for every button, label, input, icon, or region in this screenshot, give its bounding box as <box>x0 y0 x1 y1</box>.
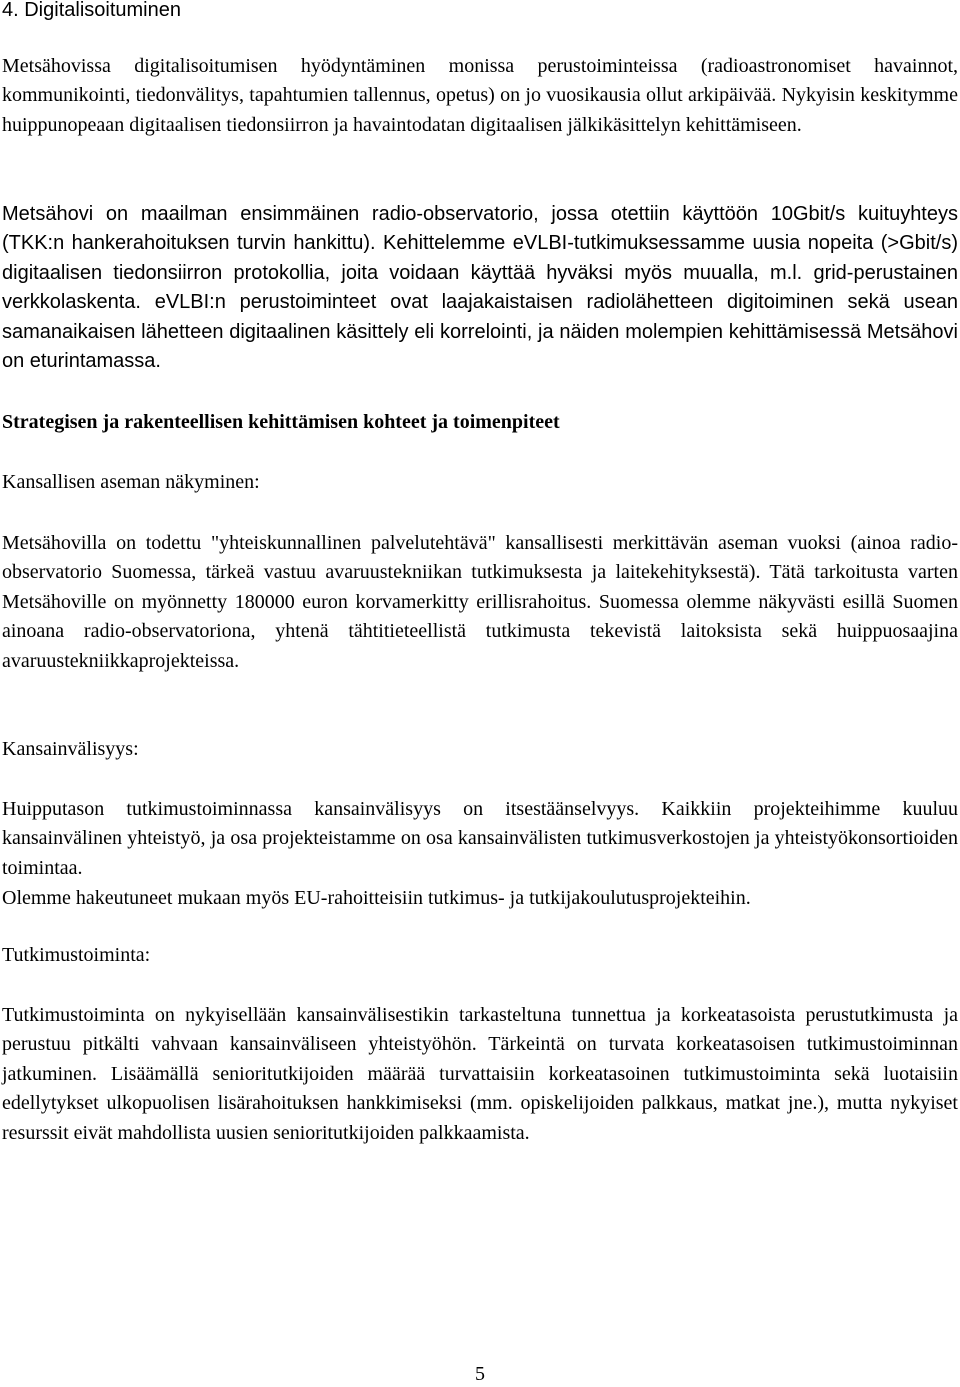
international-paragraph: Huipputason tutkimustoiminnassa kansainvälisyys on itsestäänselvyys. Kaikkiin projekteihimme kuuluu kansainvälinen yhteistyö, ja osa projekteistamme on osa kansainvälisten tutkimusverkostojen ja yhteistyökonsortioiden toimintaa. <box>2 798 958 879</box>
section-heading: 4. Digitalisoituminen <box>2 0 181 21</box>
strategy-title: Strategisen ja rakenteellisen kehittämisen kohteet ja toimenpiteet <box>2 411 560 433</box>
national-paragraph: Metsähovilla on todettu "yhteiskunnallinen palvelutehtävä" kansallisesti merkittävän aseman vuoksi (ainoa radio-observatorio Suomessa, tärkeä vastuu avaruustekniikan tutkimuksesta ja laitekehityksestä). Tätä tarkoitusta varten Metsähoville on myönnetty 180000 euron korvamerkitty erillisrahoitus. Suomessa olemme näkyvästi esillä Suomen ainoana radio-observatoriona, yhtenä tähtitieteellistä tutkimusta tekevistä laitoksista sekä huippuosaajina avaruustekniikkaprojekteissa. <box>2 532 958 672</box>
evlbi-paragraph: Metsähovi on maailman ensimmäinen radio-observatorio, jossa otettiin käyttöön 10Gbit/s kuituyhteys (TKK:n hankerahoituksen turvin hankittu). Kehittelemme eVLBI-tutkimuksessamme uusia nopeita (>Gbit/s) digitaalisen tiedonsiirron protokollia, joita voidaan käyttää hyväksi myös muualla, m.l. grid-perustainen verkkolaskenta. eVLBI:n perustoiminteet ovat laajakaistaisen radiolähetteen digitoiminen sekä usean samanaikaisen lähetteen digitaalinen käsittely eli korrelointi, ja näiden molempien kehittämisessä Metsähovi on eturintamassa. <box>2 203 958 373</box>
intro-paragraph: Metsähovissa digitalisoitumisen hyödyntäminen monissa perustoiminteissa (radioastronomiset havainnot, kommunikointi, tiedonvälitys, tapahtumien tallennus, opetus) on jo vuosikausia ollut arkipäivää. Nykyisin keskitymme huippunopeaan digitaalisen tiedonsiirron ja havaintodatan digitaalisen jälkikäsittelyn kehittämiseen. <box>2 55 958 136</box>
national-label: Kansallisen aseman näkyminen: <box>2 471 260 493</box>
international-label: Kansainvälisyys: <box>2 738 139 760</box>
research-paragraph: Tutkimustoiminta on nykyisellään kansainvälisestikin tarkasteltuna tunnettua ja korkeatasoista perustutkimusta ja perustuu pitkälti vahvaan kansainväliseen yhteistyöhön. Tärkeintä on turvata korkeatasoisen tutkimustoiminnan jatkuminen. Lisäämällä senioritutkijoiden määrää turvattaisiin korkeatasoinen tutkimustoiminta sekä luotaisiin edellytykset ulkopuolisen lisärahoituksen hankkimiseksi (mm. opiskelijoiden palkkaus, matkat jne.), mutta nykyiset resurssit eivät mahdollista uusien senioritutkijoiden palkkaamista. <box>2 1004 958 1144</box>
research-label: Tutkimustoiminta: <box>2 944 151 966</box>
international-paragraph-2: Olemme hakeutuneet mukaan myös EU-rahoitteisiin tutkimus- ja tutkijakoulutusprojekteihin. <box>2 887 751 909</box>
page-number: 5 <box>475 1363 485 1385</box>
